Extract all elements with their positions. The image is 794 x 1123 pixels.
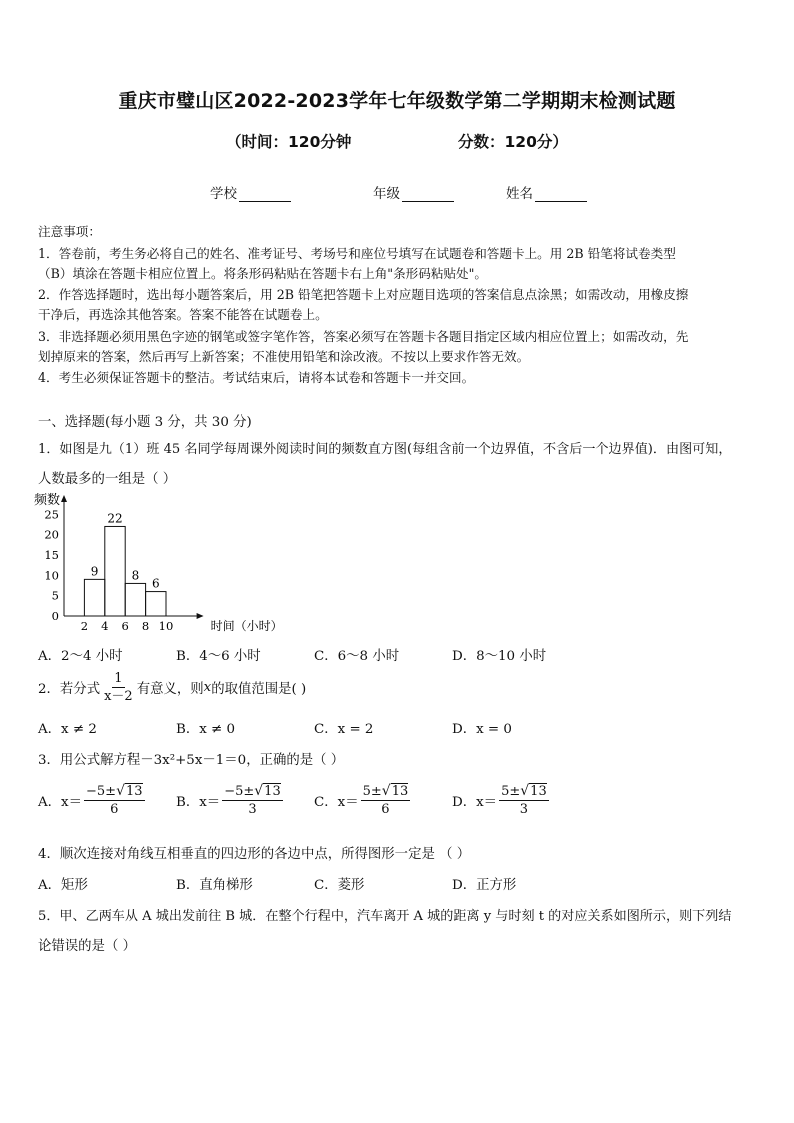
q2-variable: x bbox=[203, 680, 212, 695]
q2-option-b[interactable]: B．x ≠ 0 bbox=[176, 722, 236, 737]
q3-option-label: A．x＝ bbox=[38, 795, 83, 810]
y-axis-label: 频数 bbox=[34, 493, 61, 508]
grade-blank[interactable] bbox=[402, 188, 454, 202]
histogram-bar bbox=[105, 526, 125, 616]
school-field bbox=[210, 182, 291, 202]
q3-radicand: 13 bbox=[530, 784, 547, 799]
q4-stem: 4．顺次连接对角线互相垂直的四边形的各边中点，所得图形一定是 （ ） bbox=[38, 847, 471, 862]
q3-num-prefix: 5± bbox=[501, 784, 521, 799]
notice-line: （B）填涂在答题卡相应位置上。将条形码粘贴在答题卡右上角"条形码粘贴处"。 bbox=[38, 266, 488, 281]
q2-stem bbox=[38, 670, 306, 705]
x-axis-label: 时间（小时） bbox=[210, 619, 283, 633]
bar-value-label: 8 bbox=[131, 568, 140, 583]
bar-value-label: 6 bbox=[151, 576, 160, 591]
notice-heading: 注意事项： bbox=[38, 224, 101, 239]
q3-radicand: 13 bbox=[126, 784, 143, 799]
q3-option-label: C．x＝ bbox=[314, 795, 359, 810]
name-blank[interactable] bbox=[535, 188, 587, 202]
q3-option-label: B．x＝ bbox=[176, 795, 221, 810]
y-axis-arrow-icon bbox=[61, 495, 67, 502]
q4-option-b[interactable]: B．直角梯形 bbox=[176, 878, 253, 893]
notice-line: 划掉原来的答案，然后再写上新答案；不准使用铅笔和涂改液。不按以上要求作答无效。 bbox=[38, 349, 530, 364]
q2-denominator: x－2 bbox=[104, 689, 133, 704]
q3-option-a[interactable] bbox=[38, 783, 147, 818]
bar-value-label: 9 bbox=[90, 564, 99, 579]
q5-stem-line1: 5．甲、乙两车从 A 城出发前往 B 城．在整个行程中，汽车离开 A 城的距离 y 与时刻 t 的对应关系如图所示，则下列结 bbox=[38, 909, 732, 924]
q3-fraction bbox=[222, 783, 283, 818]
q2-fraction bbox=[102, 670, 135, 705]
q3-fraction bbox=[361, 783, 411, 818]
q3-numerator bbox=[222, 783, 283, 801]
q5-stem-line2: 论错误的是（ ） bbox=[38, 939, 136, 954]
q2-suffix2: 的取值范围是( ) bbox=[211, 682, 307, 697]
x-tick-label: 4 bbox=[101, 619, 109, 633]
section-heading: 一、选择题(每小题 3 分，共 30 分) bbox=[38, 415, 252, 430]
q3-option-c[interactable] bbox=[314, 783, 412, 818]
q2-option-d[interactable]: D．x = 0 bbox=[452, 722, 512, 737]
sqrt-icon: √ bbox=[520, 783, 530, 799]
q3-numerator bbox=[84, 783, 145, 801]
q1-stem-line2: 人数最多的一组是（ ） bbox=[38, 472, 177, 487]
q3-numerator bbox=[499, 783, 549, 801]
grade-label: 年级 bbox=[373, 186, 400, 202]
q4-option-d[interactable]: D．正方形 bbox=[452, 878, 517, 893]
q3-radicand: 13 bbox=[264, 784, 281, 799]
y-tick-label: 0 bbox=[51, 609, 59, 623]
q3-radicand: 13 bbox=[391, 784, 409, 799]
name-label: 姓名 bbox=[506, 186, 533, 202]
q3-option-b[interactable] bbox=[176, 783, 285, 818]
q3-num-prefix: 5± bbox=[362, 784, 382, 799]
q2-suffix: 有意义，则 bbox=[136, 682, 204, 697]
y-tick-label: 25 bbox=[44, 507, 59, 522]
q3-denominator: 3 bbox=[248, 802, 257, 817]
q3-denominator: 6 bbox=[381, 802, 390, 817]
histogram-bar bbox=[84, 579, 104, 616]
bar-value-label: 22 bbox=[107, 511, 123, 526]
y-tick-label: 20 bbox=[44, 527, 59, 542]
y-tick-label: 10 bbox=[44, 568, 59, 583]
q1-option-a[interactable]: A．2～4 小时 bbox=[38, 649, 123, 664]
q3-fraction bbox=[499, 783, 549, 818]
sqrt-icon: √ bbox=[254, 783, 264, 799]
q1-histogram bbox=[30, 492, 283, 638]
q3-stem: 3．用公式解方程－3x²+5x－1＝0，正确的是（ ） bbox=[38, 753, 345, 768]
school-label: 学校 bbox=[210, 186, 237, 202]
q1-option-d[interactable]: D．8～10 小时 bbox=[452, 649, 547, 664]
notice-line: 4．考生必须保证答题卡的整洁。考试结束后，请将本试卷和答题卡一并交回。 bbox=[38, 370, 475, 385]
q4-option-c[interactable]: C．菱形 bbox=[314, 878, 365, 893]
notice-line: 干净后，再选涂其他答案。答案不能答在试题卷上。 bbox=[38, 307, 328, 322]
y-tick-label: 5 bbox=[51, 588, 59, 603]
x-tick-label: 8 bbox=[141, 619, 150, 633]
notice-line: 3．非选择题必须用黑色字迹的钢笔或签字笔作答，答案必须写在答题卡各题目指定区域内相应位置上；如需改动，先 bbox=[38, 329, 689, 344]
q3-num-prefix: −5± bbox=[86, 784, 117, 799]
q2-prefix: 2．若分式 bbox=[38, 682, 101, 697]
exam-score: 分数：120分） bbox=[458, 133, 568, 151]
notice-line: 2．作答选择题时，选出每小题答案后，用 2B 铅笔把答题卡上对应题目选项的答案信息点涂黑；如需改动，用橡皮擦 bbox=[38, 287, 689, 302]
grade-field bbox=[373, 182, 454, 202]
sqrt-icon: √ bbox=[116, 783, 125, 799]
q2-option-c[interactable]: C．x = 2 bbox=[314, 722, 374, 737]
q1-option-c[interactable]: C．6～8 小时 bbox=[314, 649, 400, 664]
sqrt-icon: √ bbox=[381, 783, 391, 799]
x-tick-label: 10 bbox=[158, 619, 174, 633]
q3-option-label: D．x＝ bbox=[452, 795, 498, 810]
histogram-bar bbox=[125, 583, 145, 616]
notice-line: 1．答卷前，考生务必将自己的姓名、准考证号、考场号和座位号填写在试题卷和答题卡上。用 2B 铅笔将试卷类型 bbox=[38, 246, 676, 261]
x-axis-arrow-icon bbox=[197, 613, 204, 619]
q3-fraction bbox=[84, 783, 145, 818]
exam-time: （时间：120分钟 bbox=[226, 133, 352, 151]
q3-option-d[interactable] bbox=[452, 783, 551, 818]
name-field bbox=[506, 182, 587, 202]
x-tick-label: 2 bbox=[80, 619, 89, 633]
school-blank[interactable] bbox=[239, 188, 291, 202]
q3-denominator: 3 bbox=[519, 802, 529, 817]
y-tick-label: 15 bbox=[44, 547, 59, 562]
histogram-bar bbox=[146, 592, 166, 616]
q1-option-b[interactable]: B．4～6 小时 bbox=[176, 649, 261, 664]
x-tick-label: 6 bbox=[121, 619, 129, 633]
q3-denominator: 6 bbox=[110, 802, 119, 817]
q1-stem-line1: 1．如图是九（1）班 45 名同学每周课外阅读时间的频数直方图(每组含前一个边界值，不含后一个边界值)．由图可知， bbox=[38, 442, 732, 457]
q2-option-a[interactable]: A．x ≠ 2 bbox=[38, 722, 97, 737]
q3-num-prefix: −5± bbox=[224, 784, 255, 799]
page-title: 重庆市璧山区2022-2023学年七年级数学第二学期期末检测试题 bbox=[118, 90, 676, 112]
q2-numerator: 1 bbox=[114, 671, 123, 686]
q4-option-a[interactable]: A．矩形 bbox=[38, 878, 88, 893]
q3-numerator bbox=[361, 783, 411, 801]
